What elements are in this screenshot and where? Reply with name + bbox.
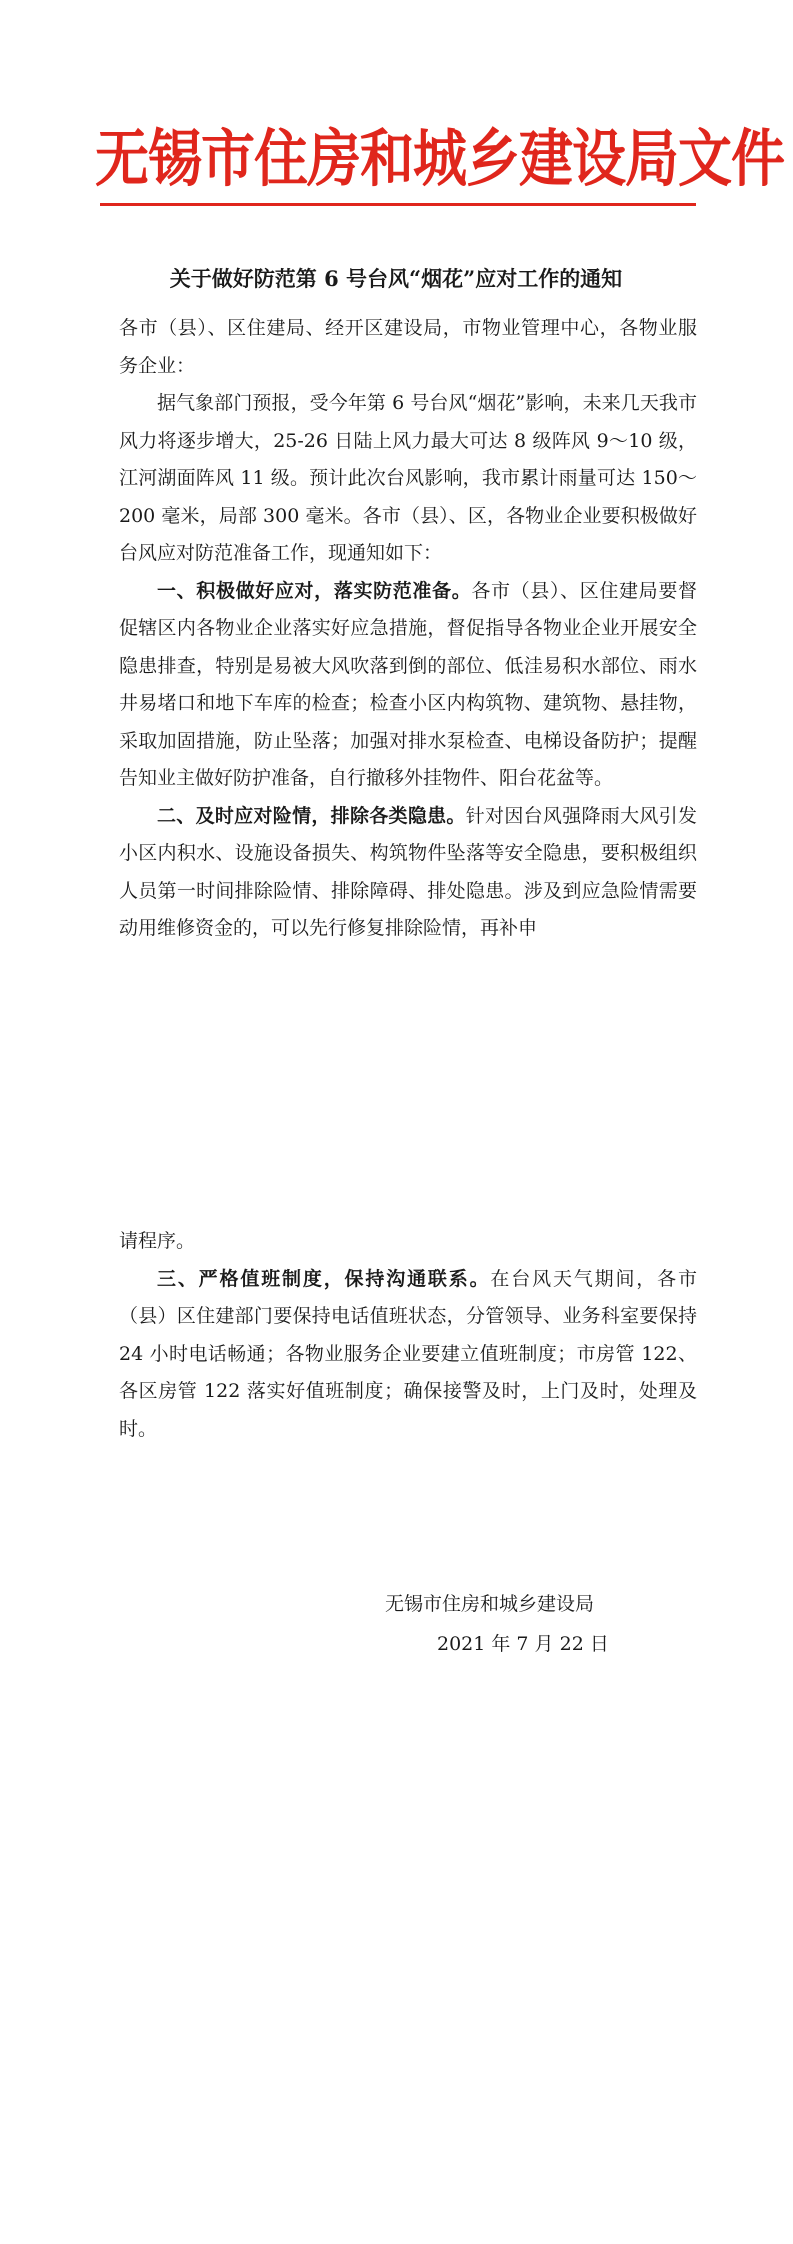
section-2-heading: 二、及时应对险情，排除各类隐患。 [157,804,466,827]
section-3-body: 在台风天气期间，各市（县）区住建部门要保持电话值班状态，分管领导、业务科室要保持 24 小时电话畅通；各物业服务企业要建立值班制度；市房管 122、各区房管 122 落实好值班制度；确保接警及时，上门及时，处理及时。 [119,1267,697,1440]
section-3-paragraph [119,1261,697,1449]
signature-date: 2021 年 7 月 22 日 [437,1633,609,1655]
section-1-body: 各市（县）、区住建局要督促辖区内各物业企业落实好应急措施，督促指导各物业企业开展安全隐患排查，特别是易被大风吹落到倒的部位、低洼易积水部位、雨水井易堵口和地下车库的检查；检查小区内构筑物、建筑物、悬挂物，采取加固措施，防止坠落；加强对排水泵检查、电梯设备防护；提醒告知业主做好防护准备，自行撤移外挂物件、阳台花盆等。 [119,579,697,789]
section-3-heading: 三、严格值班制度，保持沟通联系。 [157,1267,491,1290]
section-2-continued: 请程序。 [119,1230,196,1252]
intro-paragraph: 据气象部门预报，受今年第 6 号台风“烟花”影响，未来几天我市风力将逐步增大，25-26 日陆上风力最大可达 8 级阵风 9～10 级，江河湖面阵风 11 级。预计此次台风影响，我市累计雨量可达 150～200 毫米，局部 300 毫米。各市（县）、区，各物业企业要积极做好台风应对防范准备工作，现通知如下： [119,392,697,564]
section-2-paragraph [119,798,697,948]
signature-block [385,1584,685,1664]
header-divider [100,203,696,206]
section-1-paragraph [119,573,697,798]
notice-title: 关于做好防范第 6 号台风“烟花”应对工作的通知 [169,266,623,291]
notice-body-part-1 [119,310,697,948]
notice-body-part-2 [119,1223,697,1448]
recipients-line: 各市（县）、区住建局、经开区建设局，市物业管理中心，各物业服务企业： [119,317,697,377]
section-2-body: 针对因台风强降雨大风引发小区内积水、设施设备损失、构筑物件坠落等安全隐患，要积极组织人员第一时间排除险情、排除障碍、排处隐患。涉及到应急险情需要动用维修资金的，可以先行修复排除险情，再补申 [119,804,697,939]
signature-organization: 无锡市住房和城乡建设局 [385,1593,595,1615]
section-1-heading: 一、积极做好应对，落实防范准备。 [157,579,472,602]
document-header-title: 无锡市住房和城乡建设局文件 [95,121,784,195]
